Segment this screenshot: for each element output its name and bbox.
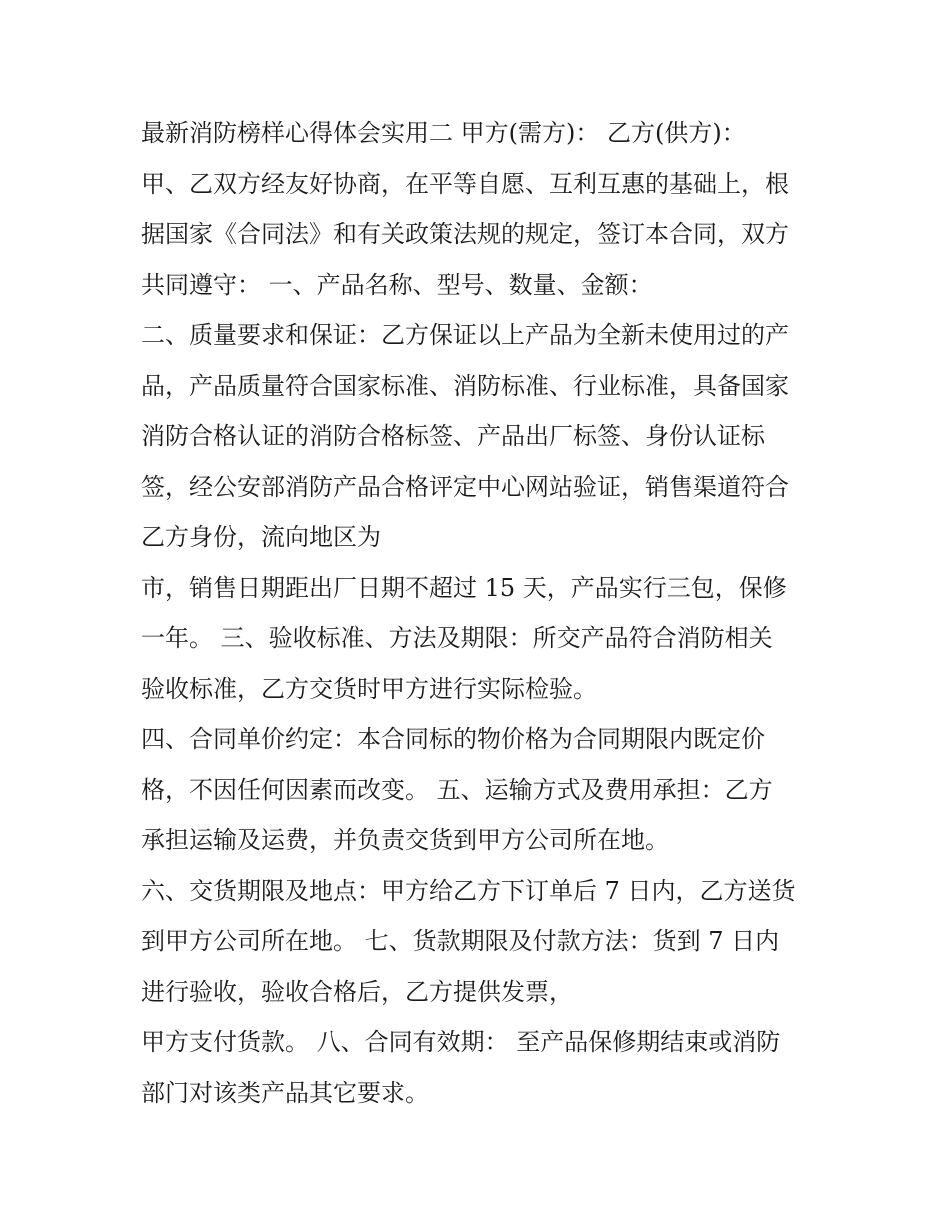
text-line: 共同遵守： 一、产品名称、型号、数量、金额： — [141, 270, 653, 299]
text-line: 消防合格认证的消防合格标签、产品出厂标签、身份认证标 — [141, 422, 765, 450]
text-line: 四、合同单价约定：本合同标的物价格为合同期限内既定价 — [141, 725, 765, 753]
text-line: 据国家《合同法》和有关政策法规的规定，签订本合同，双方 — [141, 220, 789, 248]
text-line: 市，销售日期距出厂日期不超过 15 天，产品实行三包，保修 — [141, 573, 787, 602]
text-line: 承担运输及运费，并负责交货到甲方公司所在地。 — [141, 826, 669, 854]
text-line: 最新消防榜样心得体会实用二 甲方(需方)： 乙方(供方)： — [141, 119, 746, 147]
text-line: 部门对该类产品其它要求。 — [141, 1078, 429, 1107]
text-line: 甲、乙双方经友好协商，在平等自愿、互利互惠的基础上，根 — [141, 169, 789, 198]
text-line: 签，经公安部消防产品合格评定中心网站验证，销售渠道符合 — [141, 472, 789, 501]
text-line: 到甲方公司所在地。 七、货款期限及付款方法：货到 7 日内 — [141, 927, 780, 955]
contract-text — [141, 108, 831, 1118]
text-line: 格，不因任何因素而改变。 五、运输方式及费用承担：乙方 — [141, 775, 773, 804]
text-line: 甲方支付货款。 八、合同有效期： 至产品保修期结束或消防 — [141, 1028, 781, 1056]
text-line: 进行验收，验收合格后，乙方提供发票， — [141, 977, 573, 1006]
text-line: 乙方身份，流向地区为 — [141, 523, 381, 551]
text-line: 六、交货期限及地点：甲方给乙方下订单后 7 日内，乙方送货 — [141, 876, 796, 905]
text-line: 二、质量要求和保证：乙方保证以上产品为全新未使用过的产 — [141, 321, 789, 349]
text-line: 品，产品质量符合国家标准、消防标准、行业标准，具备国家 — [141, 371, 789, 400]
text-line: 验收标准，乙方交货时甲方进行实际检验。 — [141, 674, 597, 703]
text-line: 一年。 三、验收标准、方法及期限：所交产品符合消防相关 — [141, 624, 773, 652]
